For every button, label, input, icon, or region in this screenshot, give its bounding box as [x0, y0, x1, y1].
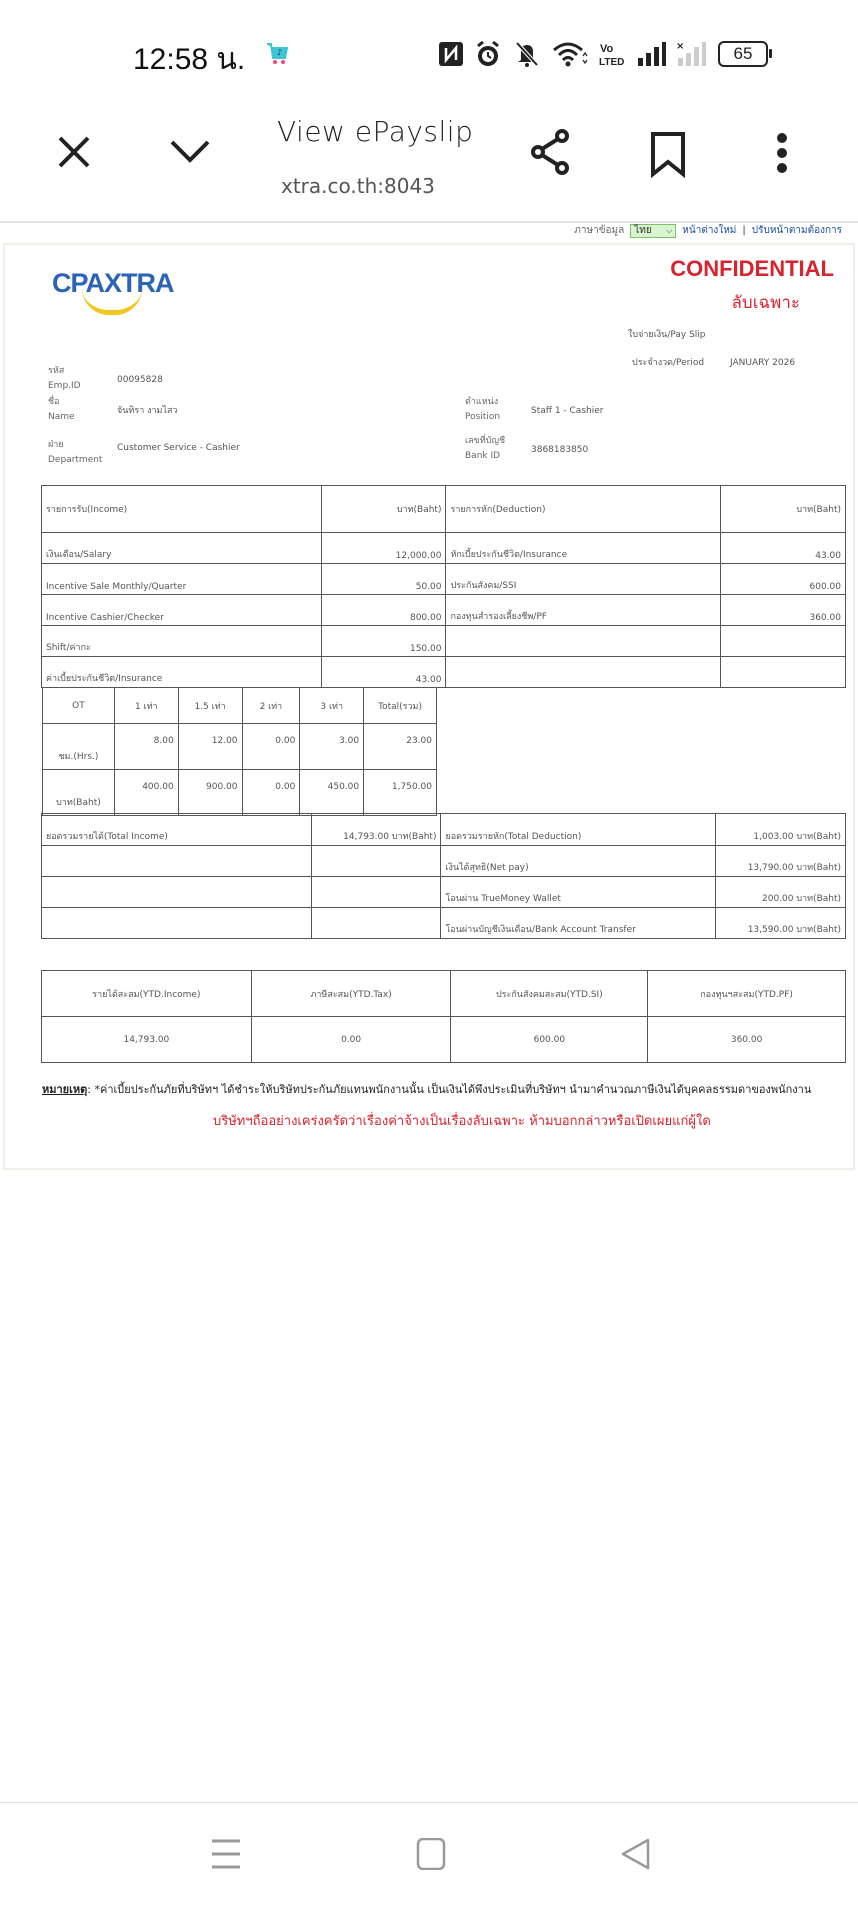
ot-hours-value: 12.00 [178, 724, 242, 770]
bookmark-icon[interactable] [645, 130, 693, 178]
ot-hours-value: 3.00 [300, 724, 364, 770]
company-logo [52, 268, 174, 299]
svg-text:Vo: Vo [600, 43, 614, 55]
ot-header: Total(รวม) [364, 688, 437, 724]
table-row [42, 657, 846, 688]
income-amount: 43.00 [321, 657, 446, 688]
language-select[interactable] [630, 224, 676, 238]
page-url[interactable]: xtra.co.th:8043 [281, 174, 435, 198]
share-icon[interactable] [528, 128, 576, 176]
truemoney-label: โอนผ่าน TrueMoney Wallet [441, 877, 716, 908]
income-item: Incentive Sale Monthly/Quarter [42, 564, 322, 595]
link-separator: | [742, 225, 746, 236]
deduction-item [446, 626, 721, 657]
ot-baht-row [43, 770, 437, 816]
ot-header-row [43, 688, 437, 724]
table-header-row [42, 486, 846, 533]
ot-baht-label: บาท(Baht) [43, 770, 115, 816]
close-icon[interactable] [52, 130, 100, 178]
table-row [42, 533, 846, 564]
more-vert-icon[interactable] [758, 130, 806, 178]
emp-id-label: รหัส Emp.ID [48, 366, 81, 391]
deduction-amount: 360.00 [721, 595, 846, 626]
wifi-icon [552, 40, 588, 68]
ytd-header: รายได้สะสม(YTD.Income) [42, 971, 252, 1017]
new-window-link[interactable]: หน้าต่างใหม่ [682, 225, 737, 236]
shopping-cart-app-icon [264, 40, 290, 66]
svg-text:×: × [676, 41, 685, 52]
ytd-header: ประกันสังคมสะสม(YTD.SI) [451, 971, 648, 1017]
income-amount: 12,000.00 [321, 533, 446, 564]
name-label: ชื่อ Name [48, 397, 75, 422]
name-value: จันทิรา งามไสว [117, 406, 178, 416]
ot-hours-row [43, 724, 437, 770]
ot-header: 1.5 เท่า [178, 688, 242, 724]
language-bar [574, 223, 842, 238]
confidential-label-th: ลับเฉพาะ [731, 293, 800, 313]
ot-header: 1 เท่า [114, 688, 178, 724]
income-deduction-table [41, 485, 846, 688]
deduction-item: ประกันสังคม/SSI [446, 564, 721, 595]
table-row [42, 626, 846, 657]
deduction-item: หักเบี้ยประกันชีวิต/Insurance [446, 533, 721, 564]
signal-icon [636, 40, 666, 68]
summary-table [41, 813, 846, 939]
table-row [42, 595, 846, 626]
svg-text:♪: ♪ [277, 48, 283, 57]
status-icons [438, 38, 768, 70]
back-icon[interactable] [620, 1838, 652, 1870]
ot-header: OT [43, 688, 115, 724]
footnote [42, 1080, 811, 1098]
summary-row [42, 877, 846, 908]
income-baht-header: บาท(Baht) [321, 486, 446, 533]
nfc-icon [438, 40, 464, 68]
ytd-header: ภาษีสะสม(YTD.Tax) [251, 971, 451, 1017]
bank-transfer-value: 13,590.00 บาท(Baht) [716, 908, 846, 939]
ytd-table [41, 970, 846, 1063]
ot-hours-total: 23.00 [364, 724, 437, 770]
confidential-warning: บริษัทฯถืออย่างเคร่งครัดว่าเรื่องค่าจ้างเป็นเรื่องลับเฉพาะ ห้ามบอกกล่าวหรือเปิดเผยแก่ผู้ใด [213, 1114, 711, 1129]
deduction-amount [721, 657, 846, 688]
income-header: รายการรับ(Income) [42, 486, 322, 533]
chevron-down-icon: ⌵ [666, 225, 673, 235]
bank-id-value: 3868183850 [531, 445, 589, 455]
logo-text: CPAXTRA [52, 268, 174, 298]
language-select-value: ไทย [634, 225, 652, 236]
total-deduction-value: 1,003.00 บาท(Baht) [716, 814, 846, 846]
volte-icon [598, 40, 626, 68]
footnote-label: หมายเหตุ [42, 1083, 88, 1096]
deduction-baht-header: บาท(Baht) [721, 486, 846, 533]
ot-baht-value: 0.00 [242, 770, 300, 816]
ot-baht-value: 400.00 [114, 770, 178, 816]
period-label: ประจำงวด/Period [632, 358, 705, 368]
summary-row [42, 846, 846, 877]
truemoney-value: 200.00 บาท(Baht) [716, 877, 846, 908]
doc-title: ใบจ่ายเงิน/Pay Slip [628, 330, 706, 340]
position-label: ตำแหน่ง Position [465, 397, 501, 422]
ytd-value-row [42, 1017, 846, 1063]
footnote-text: : *ค่าเบี้ยประกันภัยที่บริษัทฯ ได้ชำระให้บริษัทประกันภัยแทนพนักงานนั้น เป็นเงินได้พึงประเมินที่บริษัทฯ นำมาคำนวณภาษีเงินได้บุคคลธรรมดาของพนักงาน [87, 1083, 812, 1096]
position-value: Staff 1 - Cashier [531, 406, 604, 416]
ytd-header: กองทุนฯสะสม(YTD.PF) [648, 971, 846, 1017]
ytd-header-row [42, 971, 846, 1017]
income-amount: 150.00 [321, 626, 446, 657]
deduction-item [446, 657, 721, 688]
ytd-pf-value: 360.00 [648, 1017, 846, 1063]
income-item: เงินเดือน/Salary [42, 533, 322, 564]
status-time: 12:58 น. [133, 43, 246, 76]
total-deduction-label: ยอดรวมรายหัก(Total Deduction) [441, 814, 716, 846]
nav-bar-divider [0, 1802, 858, 1803]
ot-table [42, 687, 437, 816]
ot-hours-label: ชม.(Hrs.) [43, 724, 115, 770]
ot-header: 3 เท่า [300, 688, 364, 724]
deduction-item: กองทุนสำรองเลี้ยงชีพ/PF [446, 595, 721, 626]
summary-row [42, 908, 846, 939]
income-item: Incentive Cashier/Checker [42, 595, 322, 626]
summary-row [42, 814, 846, 846]
chevron-down-icon[interactable] [168, 132, 216, 180]
ytd-tax-value: 0.00 [251, 1017, 451, 1063]
income-amount: 50.00 [321, 564, 446, 595]
confidential-label: CONFIDENTIAL [670, 256, 834, 281]
net-pay-label: เงินได้สุทธิ(Net pay) [441, 846, 716, 877]
department-label: ฝ่าย Department [48, 440, 103, 465]
deduction-header: รายการหัก(Deduction) [446, 486, 721, 533]
ot-baht-value: 900.00 [178, 770, 242, 816]
total-income-value: 14,793.00 บาท(Baht) [311, 814, 441, 846]
adjust-page-link[interactable]: ปรับหน้าตามต้องการ [751, 225, 842, 236]
net-pay-value: 13,790.00 บาท(Baht) [716, 846, 846, 877]
ytd-income-value: 14,793.00 [42, 1017, 252, 1063]
income-item: ค่าเบี้ยประกันชีวิต/Insurance [42, 657, 322, 688]
ot-baht-total: 1,750.00 [364, 770, 437, 816]
mute-icon [512, 40, 542, 68]
signal-no-sim-icon [676, 40, 708, 68]
deduction-amount: 43.00 [721, 533, 846, 564]
table-row [42, 564, 846, 595]
period-value: JANUARY 2026 [730, 358, 796, 368]
bank-transfer-label: โอนผ่านบัญชีเงินเดือน/Bank Account Transfer [441, 908, 716, 939]
ytd-si-value: 600.00 [451, 1017, 648, 1063]
income-item: Shift/ค่ากะ [42, 626, 322, 657]
department-value: Customer Service - Cashier [117, 443, 240, 453]
emp-id-value: 00095828 [117, 375, 163, 385]
recent-apps-icon[interactable] [210, 1838, 242, 1870]
income-amount: 800.00 [321, 595, 446, 626]
total-income-label: ยอดรวมรายได้(Total Income) [42, 814, 312, 846]
ot-hours-value: 0.00 [242, 724, 300, 770]
ot-baht-value: 450.00 [300, 770, 364, 816]
ot-header: 2 เท่า [242, 688, 300, 724]
battery-icon: 65 [718, 41, 768, 67]
svg-text:LTED: LTED [599, 57, 625, 68]
deduction-amount [721, 626, 846, 657]
ot-hours-value: 8.00 [114, 724, 178, 770]
bank-id-label: เลขที่บัญชี Bank ID [465, 436, 506, 461]
home-icon[interactable] [415, 1838, 447, 1870]
language-label: ภาษาข้อมูล [574, 225, 625, 236]
alarm-icon [474, 40, 502, 68]
deduction-amount: 600.00 [721, 564, 846, 595]
page-title: View ePayslip [277, 115, 474, 148]
